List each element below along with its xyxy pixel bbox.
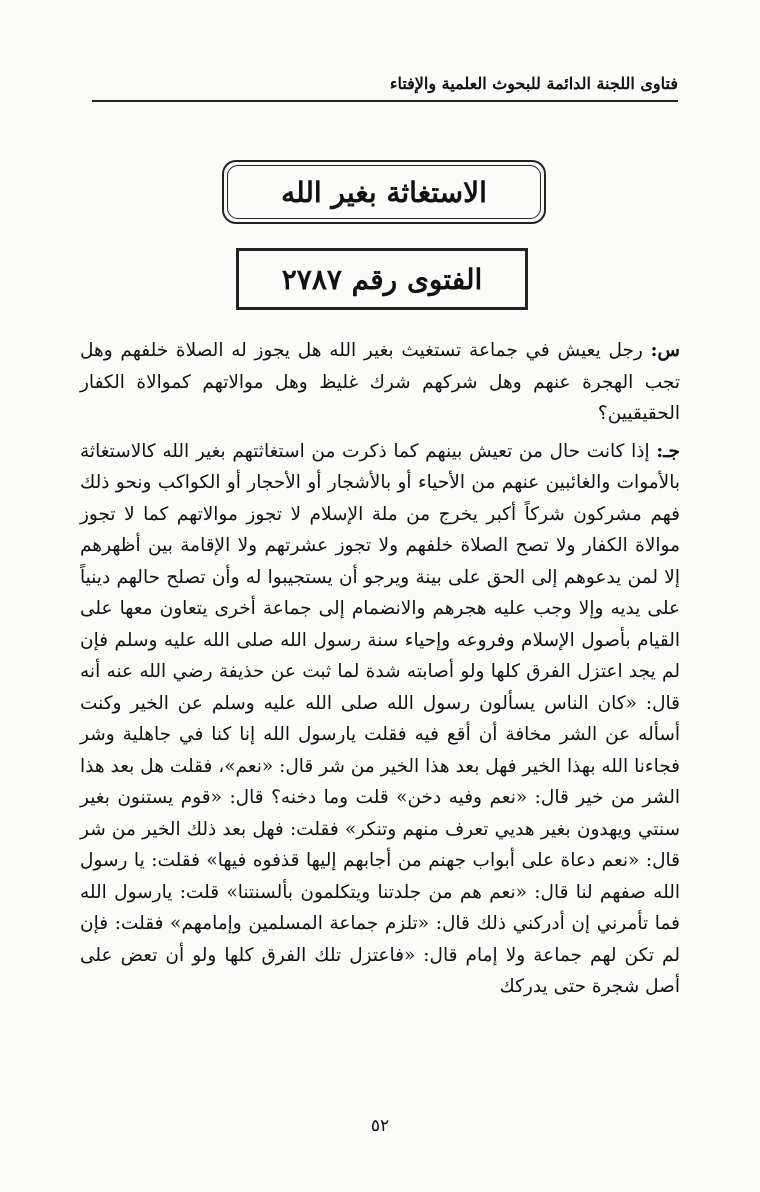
running-header-title: فتاوى اللجنة الدائمة للبحوث العلمية والإفتاء — [384, 74, 678, 93]
page-number: ٥٢ — [370, 1116, 390, 1136]
section-title-box — [222, 160, 546, 224]
question-paragraph — [80, 335, 680, 430]
question-text: رجل يعيش في جماعة تستغيث بغير الله هل يجوز له الصلاة خلفهم وهل تجب الهجرة عنهم وهل شركهم شرك غليظ وهل موالاتهم كموالاة الكفار الحقيقيين؟ — [80, 340, 680, 424]
fatwa-number-box — [236, 248, 528, 310]
fatwa-number: الفتوى رقم ٢٧٨٧ — [281, 262, 483, 296]
answer-paragraph — [80, 436, 680, 1003]
running-header — [92, 72, 678, 102]
question-label: س: — [650, 340, 680, 361]
answer-label: جـ: — [656, 440, 680, 462]
fatwa-body — [80, 335, 680, 1009]
answer-text: إذا كانت حال من تعيش بينهم كما ذكرت من استغاثتهم بغير الله كالاستغاثة بالأموات والغائبين عنهم من الأحياء أو بالأشجار أو الأحجار أو الكواكب ونحو ذلك فهم مشركون شركاً أكبر يخرج من ملة الإسلام لا تجوز موالاتهم كما لا تجوز موالاة الكفار ولا تصح الصلاة خلفهم ولا تجوز عشرتهم ولا الإقامة بين أظهرهم إلا لمن يدعوهم إلى الحق على بينة ويرجو أن يستجيبوا له وأن تصلح حالهم دينياً على يديه وإلا وجب عليه هجرهم والانضمام إلى جماعة أخرى يتعاون معها على القيام بأصول الإسلام وفروعه وإحياء سنة رسول الله صلى الله عليه وسلم فإن لم يجد اعتزل الفرق كلها ولو أصابته شدة لما ثبت عن حذيفة رضي الله عنه أنه قال: «كان الناس يسألون رسول الله صلى الله عليه وسلم عن الخير وكنت أسأله عن الشر مخافة أن أقع فيه فقلت يارسول الله إنا كنا في جاهلية وشر فجاءنا الله بهذا الخير فهل بعد هذا الخير من شر قال: «نعم»، فقلت هل بعد هذا الشر من خير قال: «نعم وفيه دخن» قلت وما دخنه؟ قال: «قوم يستنون بغير سنتي ويهدون بغير هديي تعرف منهم وتنكر» فقلت: فهل بعد ذلك الخير من شر قال: «نعم دعاة على أبواب جهنم من أجابهم إليها قذفوه فيها» فقلت: يا رسول الله صفهم لنا قال: «نعم هم من جلدتنا ويتكلمون بألسنتنا» قلت: يارسول الله فما تأمرني إن أدركني ذلك قال: «تلزم جماعة المسلمين وإمامهم» فقلت: فإن لم تكن لهم جماعة ولا إمام قال: «فاعتزل تلك الفرق كلها ولو أن تعض على أصل شجرة حتى يدركك — [80, 440, 680, 997]
section-title: الاستغاثة بغير الله — [281, 175, 487, 209]
